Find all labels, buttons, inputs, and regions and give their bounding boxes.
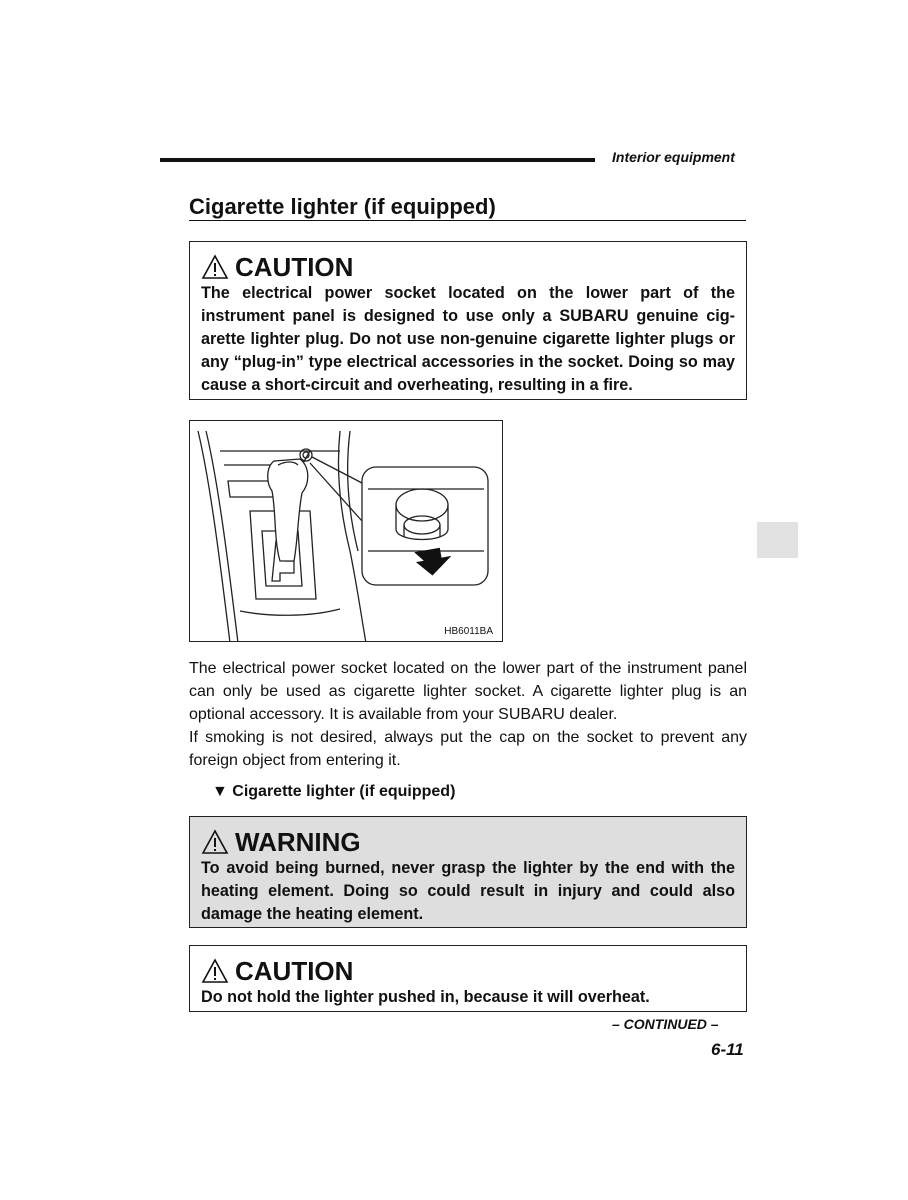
- warning-triangle-icon: [201, 254, 229, 280]
- figure-code: HB6011BA: [444, 626, 493, 637]
- warning-triangle-icon: [201, 829, 229, 855]
- warning-title: WARNING: [235, 827, 361, 857]
- paragraph-2: If smoking is not desired, always put the cap on the socket to prevent any foreign object from entering it.: [189, 729, 747, 769]
- continued-label: – CONTINUED –: [612, 1016, 719, 1032]
- section-header: Interior equipment: [612, 149, 735, 165]
- page-number: 6-11: [711, 1040, 744, 1059]
- cigarette-lighter-figure: [189, 420, 503, 642]
- body-text: [189, 657, 747, 772]
- paragraph-1: The electrical power socket located on the lower part of the instrument panel can only be used as cigarette lighter socket. A cigarette lighter plug is an optional accessory. It is available from your SUBARU dealer.: [189, 660, 747, 723]
- warning-text: To avoid being burned, never grasp the lighter by the end with the heating element. Doing so could result in injury and could also damage the heating element.: [201, 859, 735, 923]
- subheading: ▼ Cigarette lighter (if equipped): [212, 783, 456, 800]
- caution-title: CAUTION: [235, 956, 354, 986]
- title-rule: [189, 220, 746, 221]
- caution-box-top: [189, 241, 747, 400]
- console-illustration: [190, 421, 503, 642]
- caution-box-bottom: [189, 945, 747, 1012]
- caution-text: The electrical power socket located on the lower part of the instrument panel is designed to use only a SUBARU genuine cig-arette lighter plug. Do not use non-genuine cigarette lighter plugs or any “plug-in” type electrical accessories in the socket. Doing so may cause a short-circuit and overheating, resulting in a fire.: [201, 284, 735, 394]
- page-title: Cigarette lighter (if equipped): [189, 194, 496, 219]
- caution-text: Do not hold the lighter pushed in, because it will overheat.: [201, 988, 650, 1006]
- warning-box: [189, 816, 747, 928]
- warning-triangle-icon: [201, 958, 229, 984]
- caution-title: CAUTION: [235, 252, 354, 282]
- header-rule: [160, 158, 595, 162]
- section-tab: [757, 522, 798, 558]
